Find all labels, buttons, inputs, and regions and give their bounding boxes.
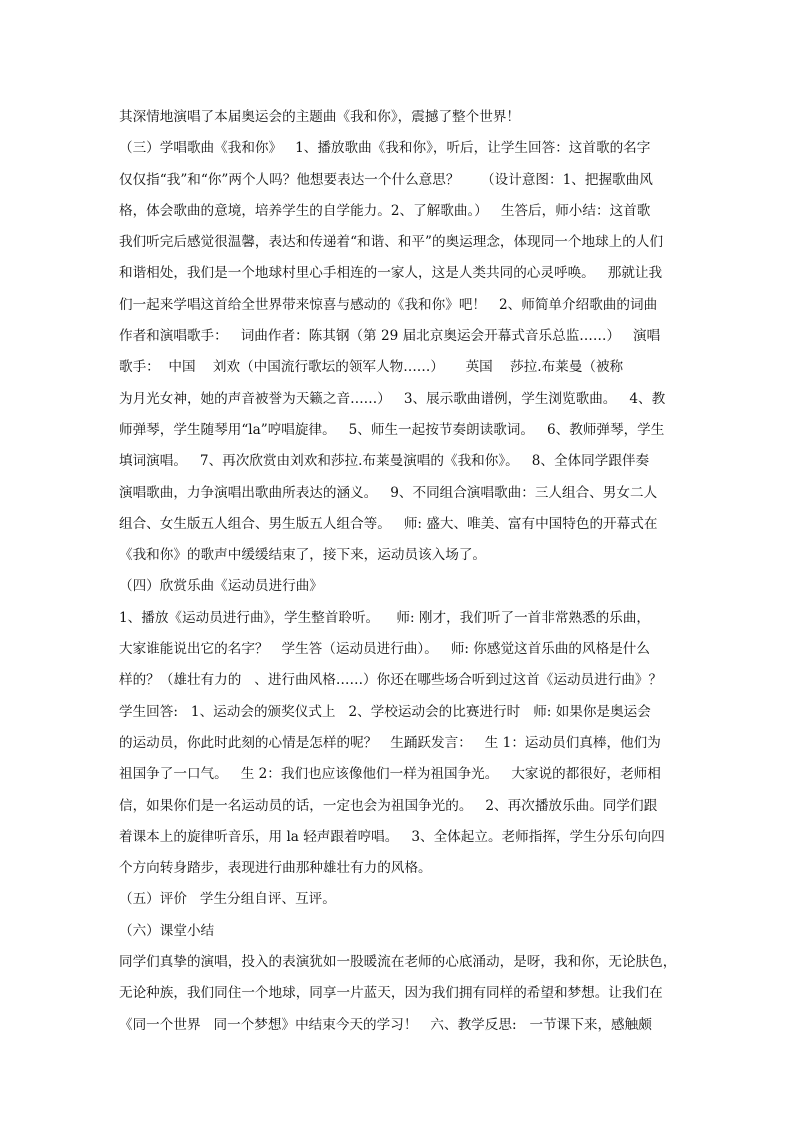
text-line: 个方向转身踏步，表现进行曲那种雄壮有力的风格。	[119, 860, 432, 877]
text-line: 歌手： 中国 刘欢（中国流行歌坛的领军人物……） 英国 莎拉.布莱曼（被称	[119, 359, 624, 376]
text-line: 们一起来学唱这首给全世界带来惊喜与感动的《我和你》吧！ 2、师简单介绍歌曲的词曲	[119, 296, 658, 313]
text-line: 着课本上的旋律听音乐，用 la 轻声跟着哼唱。 3、全体起立。老师指挥，学生分乐句向四	[119, 828, 665, 845]
text-line: 《同一个世界 同一个梦想》中结束今天的学习！ 六、教学反思: 一节课下来，感触颇	[119, 1016, 652, 1033]
document-body	[119, 102, 685, 1041]
text-line: 无论种族，我们同住一个地球，同享一片蓝天，因为我们拥有同样的希望和梦想。让我们在	[119, 985, 663, 1002]
text-line: 师弹琴，学生随琴用“la”哼唱旋律。 5、师生一起按节奏朗读歌词。 6、教师弹琴，学生	[119, 421, 665, 438]
text-line: 为月光女神，她的声音被誉为天籁之音……） 3、展示歌曲谱例，学生浏览歌曲。 4、教	[119, 390, 666, 407]
text-line: 我们听完后感觉很温馨，表达和传递着“和谐、和平”的奥运理念，体现同一个地球上的人们	[119, 234, 664, 251]
text-line: 和谐相处，我们是一个地球村里心手相连的一家人，这是人类共同的心灵呼唤。 那就让我	[119, 265, 663, 282]
text-line: 其深情地演唱了本届奥运会的主题曲《我和你》，震撼了整个世界！	[119, 109, 521, 125]
section-heading: （四）欣赏乐曲《运动员进行曲》	[119, 578, 323, 595]
text-line: 祖国争了一口气。 生 2：我们也应该像他们一样为祖国争光。 大家说的都很好，老师相	[119, 766, 661, 783]
section-heading: （五）评价 学生分组自评、互评。	[119, 891, 336, 908]
text-line: 格，体会歌曲的意境，培养学生的自学能力。2、了解歌曲。） 生答后，师小结：这首歌	[119, 202, 651, 219]
text-line: 信，如果你们是一名运动员的话，一定也会为祖国争光的。 2、再次播放乐曲。同学们跟	[119, 797, 658, 814]
text-line: 同学们真挚的演唱，投入的表演犹如一股暖流在老师的心底涌动，是呀，我和你，无论肤色，	[119, 954, 677, 971]
section-heading: （六）课堂小结	[119, 922, 215, 939]
text-line: 作者和演唱歌手： 词曲作者：陈其钢（第 29 届北京奥运会开幕式音乐总监……） 演唱	[119, 328, 661, 345]
text-line: 的运动员，你此时此刻的心情是怎样的呢？ 生踊跃发言： 生 1：运动员们真棒，他们为	[119, 734, 661, 751]
text-line: 填词演唱。 7、再次欣赏由刘欢和莎拉.布莱曼演唱的《我和你》。 8、全体同学跟伴奏	[119, 453, 650, 470]
text-line: 演唱歌曲，力争演唱出歌曲所表达的涵义。 9、不同组合演唱歌曲：三人组合、男女二人	[119, 484, 658, 501]
text-line: 组合、女生版五人组合、男生版五人组合等。 师: 盛大、唯美、富有中国特色的开幕式在	[119, 515, 658, 532]
text-line: 仅仅指“我”和“你”两个人吗？他想要表达一个什么意思？ （设计意图：1、把握歌曲风	[119, 171, 653, 188]
text-line: 大家谁能说出它的名字？ 学生答（运动员进行曲）。 师: 你感觉这首乐曲的风格是什么	[119, 641, 650, 658]
text-line: 1、播放《运动员进行曲》，学生整首聆听。 师: 刚才，我们听了一首非常熟悉的乐曲，	[119, 609, 650, 626]
text-line: 《我和你》的歌声中缓缓结束了，接下来，运动员该入场了。	[119, 547, 487, 564]
text-line: （三）学唱歌曲《我和你》 1、播放歌曲《我和你》，听后，让学生回答：这首歌的名字	[119, 140, 651, 157]
text-line: 样的？（雄壮有力的 、进行曲风格……）你还在哪些场合听到过这首《运动员进行曲》？	[119, 672, 663, 689]
text-line: 学生回答: 1、运动会的颁奖仪式上 2、学校运动会的比赛进行时 师: 如果你是奥运会	[119, 703, 651, 720]
